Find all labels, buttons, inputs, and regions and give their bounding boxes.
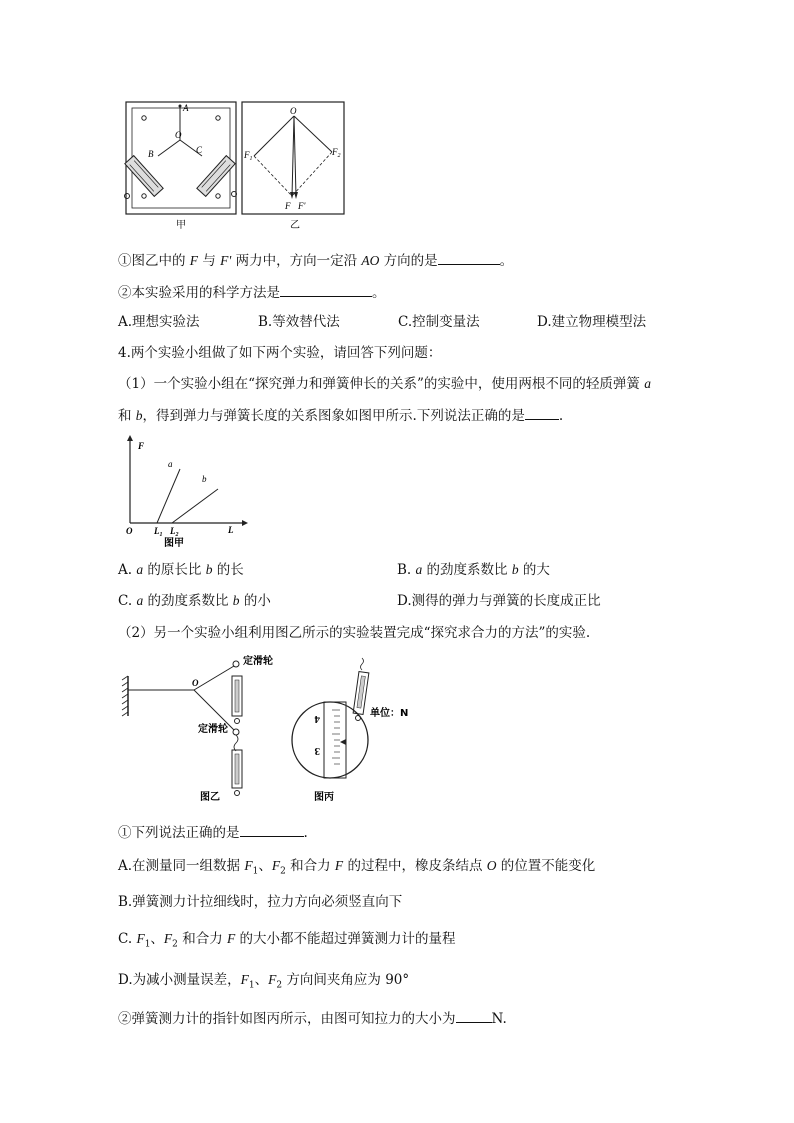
q4-part1-line1: （1）一个实验小组在“探究弹力和弹簧伸长的关系”的实验中，使用两根不同的轻质弹簧 a xyxy=(118,376,651,392)
q2-option-c[interactable]: C.控制变量法 xyxy=(398,314,480,330)
p1-option-b[interactable]: B. a 的劲度系数比 b 的大 xyxy=(397,562,550,578)
q21-line: ①下列说法正确的是 . xyxy=(118,822,308,842)
svg-text:b: b xyxy=(202,474,207,484)
caption-yi: 乙 xyxy=(290,220,300,231)
label-F2: $F_2$ xyxy=(332,147,341,159)
svg-text:L: L xyxy=(228,525,234,535)
label-O: O xyxy=(175,130,182,140)
p1-option-d[interactable]: D.测得的弹力与弹簧的长度成正比 xyxy=(397,593,601,609)
q1-line: ①图乙中的 F 与 F' 两力中，方向一定沿 AO 方向的是 。 xyxy=(118,250,513,270)
label-Fprime: F' xyxy=(298,201,306,211)
q21-option-a[interactable]: A.在测量同一组数据 $F_1$、$F_2$ 和合力 F 的过程中，橡皮条结点 O 的位置不能变化 xyxy=(118,858,596,877)
line-b xyxy=(172,489,218,523)
q2-option-d[interactable]: D.建立物理模型法 xyxy=(537,314,647,330)
label-pulley-2: 定滑轮 xyxy=(198,724,228,735)
q2-option-b[interactable]: B.等效替代法 xyxy=(258,314,340,330)
answer-blank-p1[interactable] xyxy=(525,405,559,420)
svg-text:a: a xyxy=(168,459,173,469)
p1-option-a[interactable]: A. a 的原长比 b 的长 xyxy=(118,562,244,578)
label-B: B xyxy=(148,149,154,159)
caption-graph-jia: 图甲 xyxy=(164,538,184,549)
p1-option-c[interactable]: C. a 的劲度系数比 b 的小 xyxy=(118,593,271,609)
svg-text:O: O xyxy=(126,526,133,536)
label-C: C xyxy=(196,145,203,155)
figure-jia-yi xyxy=(118,100,358,230)
q2-option-a[interactable]: A.理想实验法 xyxy=(118,314,200,330)
label-A: A xyxy=(183,103,189,113)
figure-yi-bing xyxy=(118,654,428,806)
q22-line: ②弹簧测力计的指针如图丙所示，由图可知拉力的大小为 N. xyxy=(118,1008,507,1028)
svg-text:L2: $L_2$ xyxy=(170,526,179,538)
q4-part1-line2: 和 b，得到弹力与弹簧长度的关系图象如图甲所示.下列说法正确的是 . xyxy=(118,405,563,425)
answer-blank-q21[interactable] xyxy=(240,822,304,837)
label-pulley-1: 定滑轮 xyxy=(243,656,273,667)
svg-text:4: 4 xyxy=(314,713,320,725)
svg-text:O: O xyxy=(192,678,199,688)
q2-line: ②本实验采用的科学方法是 。 xyxy=(118,282,386,302)
caption-fig-bing: 图丙 xyxy=(314,792,334,803)
q21-option-d[interactable]: D.为减小测量误差，$F_1$、$F_2$ 方向间夹角应为 90° xyxy=(118,972,410,991)
label-O-yi: O xyxy=(290,106,297,116)
answer-blank-q1[interactable] xyxy=(438,250,500,265)
svg-text:3: 3 xyxy=(314,745,320,757)
label-F: F xyxy=(285,201,291,211)
label-F1: $F_1$ xyxy=(244,150,253,162)
q21-option-c[interactable]: C. $F_1$、$F_2$ 和合力 F 的大小都不能超过弹簧测力计的量程 xyxy=(118,931,456,950)
q4-intro: 4.两个实验小组做了如下两个实验，请回答下列问题： xyxy=(118,345,442,361)
q4-part2-text: （2）另一个实验小组利用图乙所示的实验装置完成“探究求合力的方法”的实验. xyxy=(118,625,591,641)
caption-jia: 甲 xyxy=(176,220,186,231)
q21-option-b[interactable]: B.弹簧测力计拉细线时，拉力方向必须竖直向下 xyxy=(118,894,403,910)
answer-blank-q2[interactable] xyxy=(280,282,372,297)
svg-text:F: F xyxy=(138,441,145,451)
caption-fig-yi: 图乙 xyxy=(200,792,220,803)
svg-text:L1: $L_1$ xyxy=(154,526,163,538)
label-unit: 单位：N xyxy=(370,708,409,719)
answer-blank-q22[interactable] xyxy=(456,1008,492,1023)
line-a xyxy=(157,469,180,523)
graph-jia xyxy=(120,435,250,550)
